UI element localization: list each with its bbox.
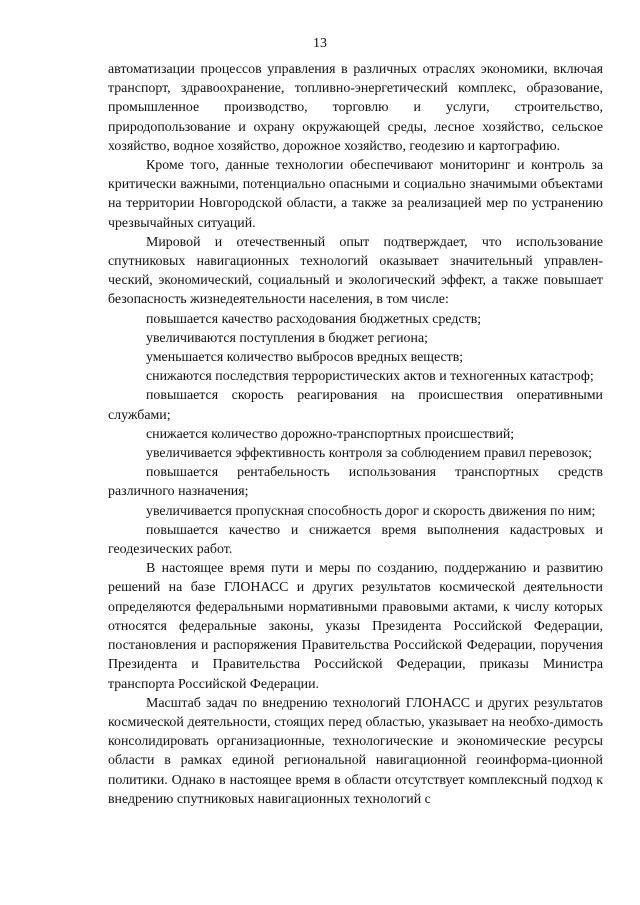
list-item: повышается качество и снижается время выполнения кадастровых и геодезических работ. xyxy=(108,522,603,558)
page-number: 13 xyxy=(313,36,327,51)
list-item: повышается рентабельность использования транспортных средств различного назначения; xyxy=(108,465,603,500)
list-item: повышается скорость реагирования на происшествия оперативными службами; xyxy=(108,388,603,423)
paragraph: Кроме того, данные технологии обеспечивают мониторинг и контроль за критически важными, потенциально опасными и социально значимыми объектами на территории Новгородской области, а также за реализацией мер по устранению чрезвычайных ситуаций. xyxy=(108,158,603,231)
list-item: увеличивается пропускная способность дорог и скорость движения по ним; xyxy=(146,503,596,519)
list-item: увеличиваются поступления в бюджет региона; xyxy=(146,330,428,346)
list-item: снижается количество дорожно-транспортных происшествий; xyxy=(146,426,515,442)
paragraph: В настоящее время пути и меры по созданию, поддержанию и развитию решений на базе ГЛОНАСС и других результатов космической деятельности определяются федеральными нормативными правовыми актами, к числу которых относятся федеральные законы, указы Президента Российской Федерации, постановления и распоряжения Правительства Российской Федерации, поручения Президента и Правительства Российской Федерации, приказы Министра транспорта Российской Федерации. xyxy=(108,561,603,692)
list-item: уменьшается количество выбросов вредных веществ; xyxy=(146,350,464,366)
paragraph: Мировой и отечественный опыт подтверждает, что использование спутниковых навигационных технологий оказывает значительный управлен-ческий, экономический, социальный и экологический эффект, а также повышает безопасность жизнедеятельности населения, в том числе: xyxy=(108,234,603,308)
list-item: снижаются последствия террористических актов и техногенных катастроф; xyxy=(146,369,594,385)
list-item: увеличивается эффективность контроля за соблюдением правил перевозок; xyxy=(146,446,592,462)
paragraph: автоматизации процессов управления в различных отраслях экономики, включая транспорт, здравоохранение, топливно-энергетический комплекс, образование, промышленное производство, торговлю и услуги, строительство, природопользование и охрану окружающей среды, лесное хозяйство, сельское хозяйство, водное хозяйство, дорожное хозяйство, геодезию и картографию. xyxy=(108,62,603,154)
list-item: повышается качество расходования бюджетных средств; xyxy=(146,311,482,327)
document-body xyxy=(108,60,603,809)
paragraph: Масштаб задач по внедрению технологий ГЛОНАСС и других результатов космической деятельности, стоящих перед областью, указывает на необхо-димость консолидировать организационные, технологические и экономические ресурсы области в рамках единой региональной навигационной геоинформа-ционной политики. Однако в настоящее время в области отсутствует комплексный подход к внедрению спутниковых навигационных технологий с xyxy=(108,695,603,807)
